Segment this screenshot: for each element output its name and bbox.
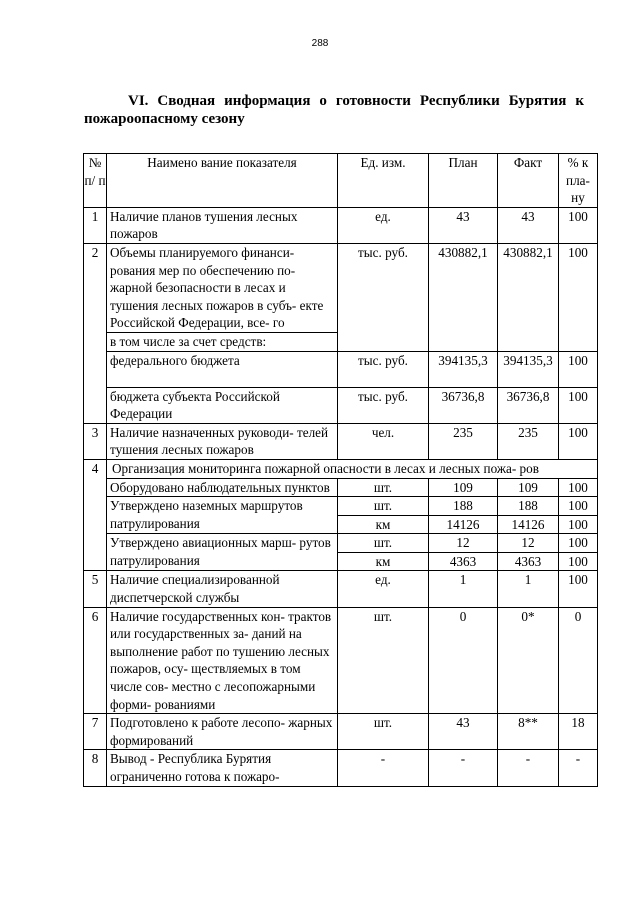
row-pct: 100 — [559, 571, 598, 607]
row-pct: 0 — [559, 607, 598, 714]
row-fact: - — [498, 750, 559, 786]
row-name: бюджета субъекта Российской Федерации — [107, 387, 338, 423]
table-header-row — [84, 154, 598, 208]
row-fact: 430882,1 — [498, 243, 559, 351]
row-plan: 4363 — [429, 552, 498, 571]
row-plan: 188 — [429, 497, 498, 516]
row-pct: 100 — [559, 423, 598, 459]
row-pct: 100 — [559, 534, 598, 553]
row-unit: шт. — [338, 478, 429, 497]
row-name: Наличие назначенных руководи- телей тушения лесных пожаров — [107, 423, 338, 459]
row-pct: 100 — [559, 243, 598, 351]
table-row — [84, 750, 598, 786]
table-row — [84, 351, 598, 387]
section-title: VI. Сводная информация о готовности Республики Бурятия к пожароопасному сезону — [84, 93, 584, 127]
row-pct: 100 — [559, 207, 598, 243]
table-row — [84, 714, 598, 750]
row-plan: 0 — [429, 607, 498, 714]
row-subheader: в том числе за счет средств: — [107, 332, 338, 351]
row-num: 5 — [84, 571, 107, 607]
row-fact: 36736,8 — [498, 387, 559, 423]
row-pct: 100 — [559, 387, 598, 423]
row-unit: шт. — [338, 714, 429, 750]
readiness-table — [83, 153, 598, 787]
row-name: Подготовлено к работе лесопо- жарных формирований — [107, 714, 338, 750]
row-unit: - — [338, 750, 429, 786]
row-plan: 109 — [429, 478, 498, 497]
row-fact: 0* — [498, 607, 559, 714]
row-fact: 8** — [498, 714, 559, 750]
row-name: Объемы планируемого финанси- рования мер по обеспечению по- жарной безопасности в лесах и тушения лесных пожаров в субъ- екте Российской Федерации, все- го — [107, 243, 338, 332]
header-num: № п/ п — [84, 154, 107, 208]
row-fact: 394135,3 — [498, 351, 559, 387]
row-fact: 188 — [498, 497, 559, 516]
row-unit: км — [338, 515, 429, 534]
table-row — [84, 571, 598, 607]
row-name: Наличие планов тушения лесных пожаров — [107, 207, 338, 243]
row-name: федерального бюджета — [107, 351, 338, 387]
table-row — [84, 459, 598, 478]
row-unit: тыс. руб. — [338, 387, 429, 423]
table-row — [84, 423, 598, 459]
row-plan: 43 — [429, 207, 498, 243]
row-unit: чел. — [338, 423, 429, 459]
header-pct: % к пла- ну — [559, 154, 598, 208]
row-plan: 14126 — [429, 515, 498, 534]
row-fact: 4363 — [498, 552, 559, 571]
row-fact: 109 — [498, 478, 559, 497]
row-unit: тыс. руб. — [338, 243, 429, 351]
row-fact: 43 — [498, 207, 559, 243]
row-plan: 36736,8 — [429, 387, 498, 423]
row-name: Наличие специализированной диспетчерской службы — [107, 571, 338, 607]
row-section-heading: Организация мониторинга пожарной опасности в лесах и лесных пожа- ров — [107, 459, 598, 478]
row-plan: 1 — [429, 571, 498, 607]
header-name: Наимено вание показателя — [107, 154, 338, 208]
page-number: 288 — [311, 38, 329, 49]
row-plan: 235 — [429, 423, 498, 459]
row-plan: - — [429, 750, 498, 786]
row-pct: - — [559, 750, 598, 786]
row-unit: ед. — [338, 207, 429, 243]
row-name: Вывод - Республика Бурятия ограниченно готова к пожаро- — [107, 750, 338, 786]
row-num: 4 — [84, 459, 107, 571]
row-num: 1 — [84, 207, 107, 243]
row-pct: 100 — [559, 478, 598, 497]
row-pct: 100 — [559, 515, 598, 534]
row-pct: 100 — [559, 552, 598, 571]
row-plan: 12 — [429, 534, 498, 553]
header-plan: План — [429, 154, 498, 208]
row-num: 3 — [84, 423, 107, 459]
row-fact: 12 — [498, 534, 559, 553]
row-pct: 100 — [559, 351, 598, 387]
row-plan: 394135,3 — [429, 351, 498, 387]
table-row — [84, 534, 598, 553]
row-unit: ед. — [338, 571, 429, 607]
table-row — [84, 497, 598, 516]
row-num: 6 — [84, 607, 107, 714]
row-plan: 43 — [429, 714, 498, 750]
row-name: Утверждено наземных маршрутов патрулирования — [107, 497, 338, 534]
row-pct: 18 — [559, 714, 598, 750]
row-unit: шт. — [338, 497, 429, 516]
table-row — [84, 478, 598, 497]
row-fact: 235 — [498, 423, 559, 459]
header-fact: Факт — [498, 154, 559, 208]
row-unit: шт. — [338, 534, 429, 553]
row-num: 2 — [84, 243, 107, 423]
table-row — [84, 387, 598, 423]
row-name: Наличие государственных кон- трактов или государственных за- даний на выполнение работ по тушению лесных пожаров, осу- ществляемых в том числе сов- местно с лесопожарными форми- рованиями — [107, 607, 338, 714]
row-num: 8 — [84, 750, 107, 786]
row-fact: 14126 — [498, 515, 559, 534]
row-unit: шт. — [338, 607, 429, 714]
row-unit: тыс. руб. — [338, 351, 429, 387]
row-name: Утверждено авиационных марш- рутов патрулирования — [107, 534, 338, 571]
row-unit: км — [338, 552, 429, 571]
table-row — [84, 207, 598, 243]
row-plan: 430882,1 — [429, 243, 498, 351]
row-name: Оборудовано наблюдательных пунктов — [107, 478, 338, 497]
row-pct: 100 — [559, 497, 598, 516]
row-fact: 1 — [498, 571, 559, 607]
table-row — [84, 607, 598, 714]
row-num: 7 — [84, 714, 107, 750]
table-row — [84, 243, 598, 332]
header-unit: Ед. изм. — [338, 154, 429, 208]
